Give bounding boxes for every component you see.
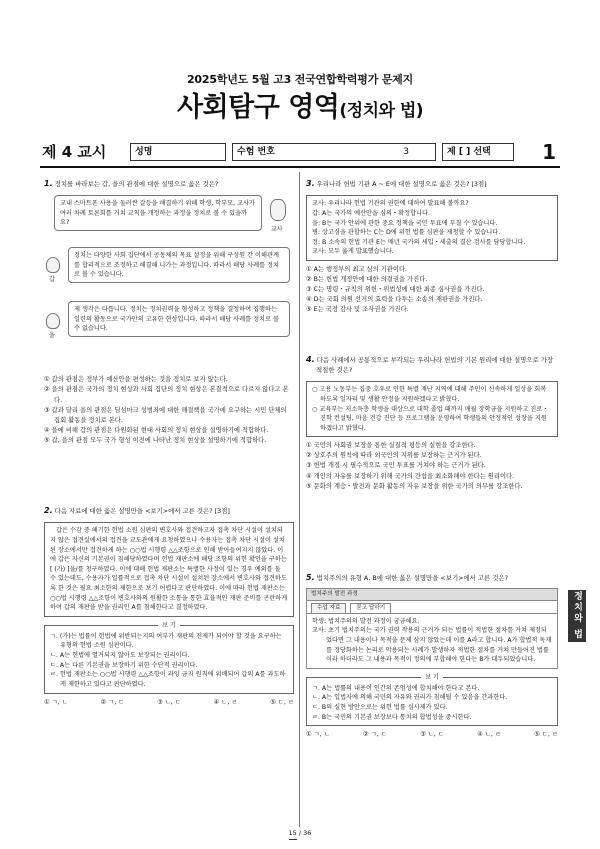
choice-3[interactable]: ③ 갑과 달리 을의 관점은 딤섬마크 성범죄에 대한 해결책을 국가에 요구하는 시민 단체의 집회 활동을 정치로 본다.	[44, 406, 287, 424]
case-item: ○ 교육부는 저소득층 학생을 대상으로 대학 졸업 때까지 매월 장학금을 지원하고 진로・진학 컨설팅, 마음 건강 진단 등 프로그램을 운영하여 학생들의 안정적인 성장을 지원하겠다고 밝혔다.	[312, 405, 549, 432]
exam-title: 2025학년도 5월 고3 전국연합학력평가 문제지	[186, 73, 414, 86]
answer-choices	[44, 698, 294, 708]
question-number: 1.	[44, 179, 53, 188]
bogi-item-a: ㄱ. (가)는 법률이 헌법에 위반되는지의 여부가 재판의 전제가 되어야 할 것을 요구하는 유형의 헌법 소원 심판이다.	[50, 632, 282, 650]
student-b-avatar	[46, 313, 60, 329]
bogi-item-c: ㄷ. A는 다른 기본권을 보장하기 위한 수단적 권리이다.	[50, 661, 198, 669]
case-box	[306, 381, 558, 437]
widget-body	[307, 613, 557, 668]
question-1	[44, 178, 294, 446]
page-current: 15	[289, 829, 297, 840]
choice-2[interactable]: ② ㄱ, ㄷ	[363, 731, 387, 739]
name-label: 성명	[135, 147, 153, 157]
exam-number-label: 수험 번호	[237, 147, 275, 157]
choice-3[interactable]: ③ ㄴ, ㄷ	[157, 698, 181, 706]
subject-name: (정치와 법)	[339, 101, 424, 121]
answer-choices	[306, 265, 558, 315]
question-prompt: 다음 사례에서 공통적으로 부각되는 우리나라 헌법의 기본 원리에 대한 설명으로 가장 적절한 것은?	[316, 356, 554, 375]
choice-4[interactable]: ④ ㄴ, ㄹ	[477, 731, 501, 739]
dialogue-line: 교사: 우리나라 헌법 기관의 권한에 대하여 발표해 볼까요?	[312, 200, 469, 208]
answer-choices	[44, 375, 294, 445]
student-b-speech: 제 생각은 다릅니다. 정치는 정치권력을 형성하고 정책을 결정하여 집행하는 일련의 활동으로 국가만의 고유한 현상입니다. 따라서 해당 사례를 정치로 볼 수 없습니다.	[68, 301, 290, 337]
question-prompt: 다음 자료에 대한 옳은 설명만을 <보기>에서 고른 것은? [3점]	[54, 507, 230, 515]
dialogue	[44, 195, 294, 371]
case-item: ○ 고용 노동부는 집중 호우로 인한 특별 재난 지역에 대해 주민이 신속하게 일상을 회복하도록 일자리 및 생활 안정을 지원하겠다고 밝혔다.	[312, 386, 547, 403]
column-divider	[299, 172, 300, 827]
widget-title: 법치주의 발전 과정	[307, 589, 557, 601]
choice-3[interactable]: ③ ㄴ, ㄷ	[420, 731, 444, 739]
choice-1[interactable]: ① 국민의 사회권 보장을 통한 실질적 평등의 실현을 강조한다.	[306, 442, 476, 450]
footer-page-number: 15 / 36	[280, 829, 320, 840]
choice-3[interactable]: ③ 헌법 개정 시 필수적으로 국민 투표를 거쳐야 하는 근거가 된다.	[306, 462, 486, 470]
session-label: 제 4 교시	[42, 143, 107, 161]
dialogue-line: 교사: 모두 옳게 발표했습니다.	[312, 248, 394, 256]
choice-3[interactable]: ③ C는 명령・규칙의 위헌・위법성에 대한 최종 심사권을 가진다.	[306, 286, 485, 294]
student-a-speech: 정치는 다양한 사회 집단에서 공동체의 목표 설정을 위해 구성원 간 이해관계를 합리적으로 조정하고 해결해 나가는 과정입니다. 따라서 해당 사례를 정치로 볼 수 있습니다.	[68, 247, 290, 283]
widget-tabs	[307, 601, 557, 613]
answer-choices	[306, 730, 558, 740]
dialogue-line: 을: B는 국가 안위에 관한 중요 정책을 국민 투표에 부칠 수 있습니다.	[312, 219, 498, 227]
bogi-item-d: ㄹ. B는 국민의 기본권 보장보다 통치의 합법성을 중시한다.	[312, 713, 472, 721]
lesson-widget	[306, 588, 558, 668]
question-number: 5.	[306, 573, 315, 582]
name-field[interactable]	[130, 143, 226, 161]
bogi-box	[306, 673, 558, 726]
question-4	[306, 354, 558, 492]
bogi-item-b: ㄴ. A는 입법자에 의해 국민의 자유와 권리가 침해될 수 있음을 간과한다.	[312, 694, 508, 702]
choice-2[interactable]: ② 을의 관점은 국가의 정치 현상과 사회 집단의 정치 현상은 본질적으로 다르지 않다고 본다.	[44, 386, 289, 404]
choice-4[interactable]: ④ 을에 비해 갑의 관점은 다원화된 현대 사회의 정치 현상을 설명하기에 적합하다.	[44, 426, 269, 434]
teacher-figure	[270, 199, 286, 221]
dialogue-line: 갑: A는 국가의 예산안을 심의・확정합니다.	[312, 210, 430, 217]
info-bar	[40, 142, 560, 162]
question-number: 3.	[306, 179, 315, 188]
bogi-box	[44, 621, 294, 694]
dialogue-line: 병: 상고심을 관할하는 C는 D에 위헌 법률 심판을 제청할 수 있습니다.	[312, 229, 501, 237]
choice-1[interactable]: ① 갑의 관점은 정부가 예산안을 편성하는 것을 정치로 보지 않는다.	[44, 376, 228, 384]
dialogue-box	[306, 195, 558, 261]
question-prompt: 우리나라 헌법 기관 A ~ E에 대한 설명으로 옳은 것은? [3점]	[316, 180, 487, 188]
bogi-label: 보 기	[158, 622, 180, 629]
choice-2[interactable]: ② 상호주의 원칙에 따라 외국인의 지위를 보장하는 근거가 된다.	[306, 452, 482, 460]
page-number: 1	[542, 140, 556, 164]
choice-2[interactable]: ② B는 헌법 개정안에 대한 의결권을 가진다.	[306, 276, 428, 284]
choice-1[interactable]: ① A는 행정부의 최고 심의 기관이다.	[306, 266, 408, 274]
question-prompt: 정치를 바라보는 갑, 을의 관점에 대한 설명으로 옳은 것은?	[54, 180, 219, 188]
student-a-label: 갑	[49, 276, 55, 284]
choice-label: 제 [ ] 선택	[447, 147, 491, 157]
subject-title	[0, 92, 600, 124]
teacher-speech: 교내 스마트폰 사용을 둘러싼 갈등을 해결하기 위해 학생, 학부모, 교사가 여러 차례 토론회를 거쳐 교칙을 개정하는 과정을 정치로 볼 수 있을까요?	[54, 195, 262, 231]
tab-class-material[interactable]: 수업 자료	[311, 603, 346, 613]
teacher-line: 교사: 초기 법치주의는 국가 권력 작용의 근거가 되는 법률이 적법한 절차를 거쳐 제정되었다면 그 내용이나 목적을 문제 삼지 않았는데 이를 A라고 합니다. A가 합법적 독재를 정당화하는 논리로 악용되는 사례가 발생하자 적법한 절차를 거쳐 만들어진 법률이라 하더라도 그 내용과 목적이 정의에 부합해야 한다는 B가 대두되었습니다.	[312, 627, 552, 664]
question-number: 2.	[44, 506, 53, 515]
choice-2[interactable]: ② ㄱ, ㄷ	[100, 698, 125, 706]
bogi-label: 보 기	[421, 674, 443, 681]
page-total: 36	[303, 829, 312, 837]
tab-qna[interactable]: 묻고 답하기	[350, 603, 391, 613]
question-prompt: 법치주의의 유형 A, B에 대한 옳은 설명만을 <보기>에서 고른 것은?	[316, 574, 508, 582]
question-5	[306, 572, 558, 740]
question-3	[306, 178, 558, 315]
choice-5[interactable]: ⑤ E는 국정 감사 및 조사권을 가진다.	[306, 306, 409, 314]
header-rule	[40, 166, 560, 168]
subject-side-tab: 정치와 법	[568, 590, 586, 642]
question-2	[44, 505, 294, 707]
choice-1[interactable]: ① ㄱ, ㄴ	[306, 731, 330, 739]
student-line: 학생: 법치주의의 발전 과정이 궁금해요.	[312, 617, 420, 625]
choice-4[interactable]: ④ ㄴ, ㄹ	[213, 698, 238, 706]
choice-5[interactable]: ⑤ 문화의 계승・발전과 문화 활동의 자유 보장을 위한 국가의 의무를 강조한다.	[306, 482, 523, 490]
bogi-item-c: ㄷ. B의 실현 방안으로는 위헌 법률 심사제가 있다.	[312, 703, 448, 711]
choice-field[interactable]	[442, 143, 514, 161]
bogi-item-d: ㄹ. 헌법 재판소는 ○○법 시행령 △△조항이 과잉 금지 원칙에 위배되어 갑의 A를 과도하게 제한하고 있다고 판단하였다.	[50, 671, 286, 688]
choice-5[interactable]: ⑤ 갑, 을의 관점 모두 국가 형성 이전에 나타난 정치 현상을 설명하기에 적합하다.	[44, 436, 267, 444]
bogi-item-a: ㄱ. A는 법률의 내용이 인간의 존엄성에 합치해야 한다고 본다.	[312, 684, 480, 692]
student-b-label: 을	[49, 332, 55, 340]
subject-area: 사회탐구 영역	[176, 92, 340, 123]
choice-4[interactable]: ④ D는 국회 의원 선거의 효력을 다투는 소송의 재판권을 가진다.	[306, 296, 483, 304]
bogi-item-b: ㄴ. A는 헌법에 열거되지 않아도 보장되는 권리이다.	[50, 652, 190, 660]
student-a-avatar	[46, 257, 60, 273]
choice-1[interactable]: ① ㄱ, ㄴ	[44, 698, 68, 706]
answer-choices	[306, 441, 558, 491]
choice-5[interactable]: ⑤ ㄷ, ㄹ	[534, 731, 558, 739]
passage-box: 갑은 수감 중 헤기한 헌법 소원 심판의 변호사와 접견하고자 접촉 차단 시설이 설치되지 않은 접견실에서의 접견을 교도관에게 요청하였으나 수용자는 접촉 차단 시설이 설치된 장소에서만 접견하게 하는 ○○법 시행령 △△조항으로 인해 받아들여지지 않았다. 이에 갑은 자신의 기본권이 침해당하였다며 헌법 재판소에 해당 조항의 위헌 확인을 구하는 [ (가) ]을/를 청구하였다. 이에 대해 헌법 재판소는 특별한 사정이 있는 경우 예외를 둘 수 있는데도, 수용자가 일률적으로 접촉 차단 시설이 설치된 장소에서 변호사와 접견하도록 한 것은 필요 최소한의 제한으로 보기 어렵다고 판단하였다. 이에 따라 헌법 재판소는 ○○법 시행령 △△조항이 변호사와의 원활한 소통을 통한 효율적인 재판 준비를 곤란하게 하여 갑의 재판을 받을 권리인 A를 침해한다고 결정하였다.	[44, 522, 294, 616]
question-number: 4.	[306, 355, 315, 364]
exam-number-field[interactable]	[232, 143, 436, 161]
teacher-label: 교사	[271, 226, 283, 234]
choice-5[interactable]: ⑤ ㄷ, ㄹ	[270, 698, 294, 706]
dialogue-line: 정: B 소속의 헌법 기관 E는 매년 국가의 세입・세출의 결산 검사를 담당합니다.	[312, 238, 526, 246]
exam-number-value: 3	[403, 147, 409, 157]
choice-4[interactable]: ④ 개인의 자유를 보장하기 위해 국가의 간섭을 최소화해야 한다는 원리이다.	[306, 472, 515, 480]
